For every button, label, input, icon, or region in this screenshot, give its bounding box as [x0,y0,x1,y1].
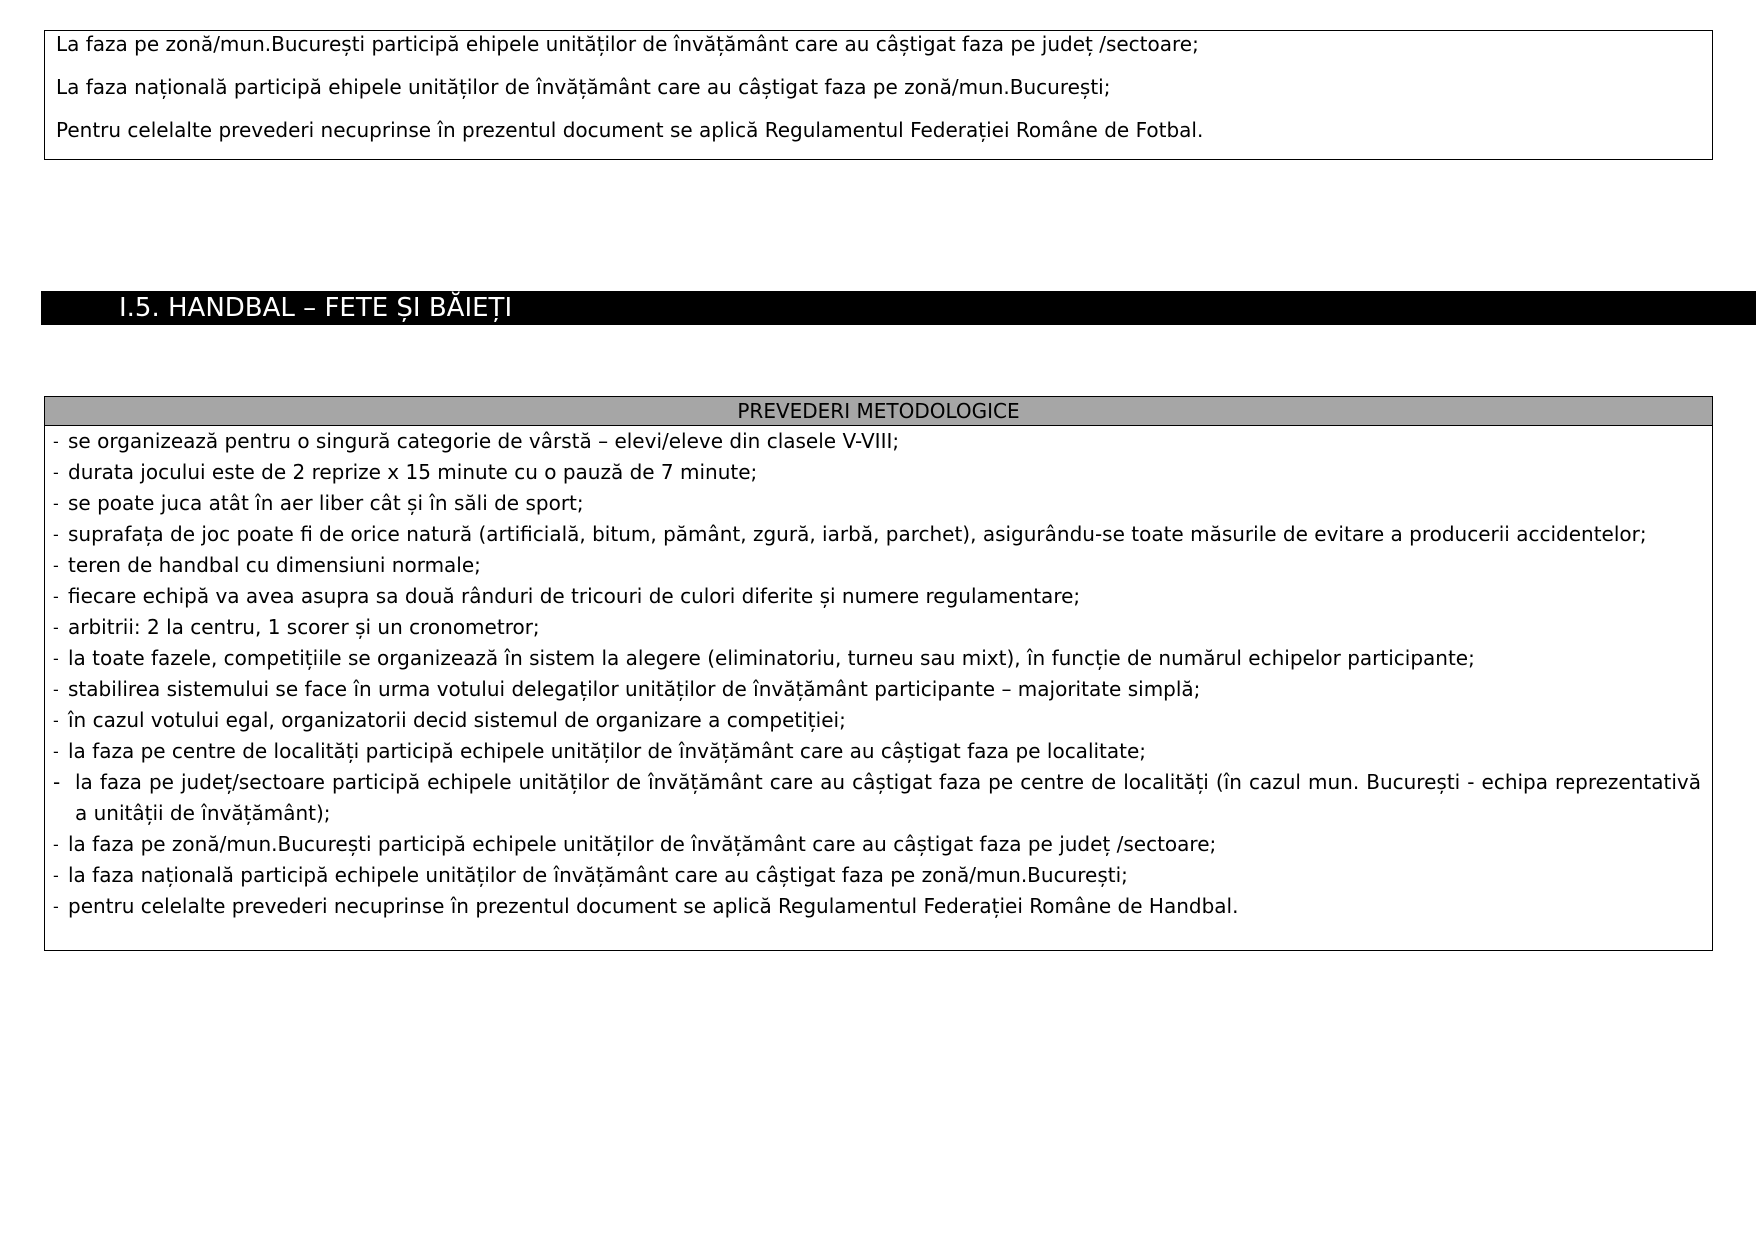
bullet-dash: - [53,835,59,854]
table-header: PREVEDERI METODOLOGICE [45,397,1712,426]
methodology-table [44,396,1713,951]
bullet-dash: - [53,618,59,637]
bullet-dash: - [53,494,59,513]
list-item [53,550,1701,581]
list-item [53,829,1701,860]
rule-text: se poate juca atât în aer liber cât și în săli de sport; [68,491,584,515]
bullet-dash: - [53,742,59,761]
list-item [53,674,1701,705]
list-item [53,891,1701,922]
bullet-dash: - [53,587,59,606]
rule-text: teren de handbal cu dimensiuni normale; [68,553,481,577]
text-line: Pentru celelalte prevederi necuprinse în prezentul document se aplică Regulamentul Federației Române de Fotbal. [56,118,1204,142]
rule-text: arbitrii: 2 la centru, 1 scorer și un cronometror; [68,615,540,639]
list-item [53,612,1701,643]
bullet-dash: - [53,556,59,575]
rule-text: fiecare echipă va avea asupra sa două rânduri de tricouri de culori diferite și numere regulamentare; [68,584,1081,608]
rule-text: la faza pe centre de localități participă echipele unităților de învățământ care au câștigat faza pe localitate; [68,739,1147,763]
text-line: La faza pe zonă/mun.București participă ehipele unităților de învățământ care au câștigat faza pe județ /sectoare; [56,32,1199,56]
list-item [53,581,1701,612]
section-heading-bar [41,291,1756,325]
rule-text: la toate fazele, competițiile se organizează în sistem la alegere (eliminatoriu, turneu sau mixt), în funcție de numărul echipelor participante; [68,646,1475,670]
bullet-dash: - [53,463,59,482]
rules-list [45,426,1712,922]
list-item [53,519,1701,550]
list-item [53,767,1701,829]
list-item [53,488,1701,519]
list-item [53,457,1701,488]
bullet-dash: - [53,770,61,794]
bullet-dash: - [53,432,59,451]
list-item [53,736,1701,767]
rule-text: la faza pe zonă/mun.București participă echipele unităților de învățământ care au câștigat faza pe județ /sectoare; [68,832,1217,856]
bullet-dash: - [53,680,59,699]
rule-text: stabilirea sistemului se face în urma votului delegaților unităților de învățământ participante – majoritate simplă; [68,677,1201,701]
bullet-dash: - [53,711,59,730]
rule-text: pentru celelalte prevederi necuprinse în prezentul document se aplică Regulamentul Federației Române de Handbal. [68,894,1239,918]
list-item [53,705,1701,736]
list-item [53,426,1701,457]
rule-text: durata jocului este de 2 reprize x 15 minute cu o pauză de 7 minute; [68,460,758,484]
rule-text: se organizează pentru o singură categorie de vârstă – elevi/eleve din clasele V-VIII; [68,429,900,453]
rule-text: la faza pe județ/sectoare participă echipele unităților de învățământ care au câștigat faza pe centre de localități (în cazul mun. București - echipa reprezentativă a unitâții de învățământ); [75,770,1701,825]
list-item [53,643,1701,674]
bullet-dash: - [53,866,59,885]
text-line: La faza națională participă ehipele unităților de învățământ care au câștigat faza pe zonă/mun.București; [56,75,1111,99]
rule-text: la faza națională participă echipele unităților de învățământ care au câștigat faza pe zonă/mun.București; [68,863,1128,887]
list-item [53,860,1701,891]
bullet-dash: - [53,525,59,544]
section-title: I.5. HANDBAL – FETE ȘI BĂIEȚI [119,293,513,323]
rule-text: în cazul votului egal, organizatorii decid sistemul de organizare a competiției; [68,708,846,732]
rule-text: suprafața de joc poate fi de orice natură (artificială, bitum, pământ, zgură, iarbă, parchet), asigurându-se toate măsurile de evitare a producerii accidentelor; [68,522,1647,546]
previous-section-box [44,30,1713,160]
bullet-dash: - [53,649,59,668]
bullet-dash: - [53,897,59,916]
